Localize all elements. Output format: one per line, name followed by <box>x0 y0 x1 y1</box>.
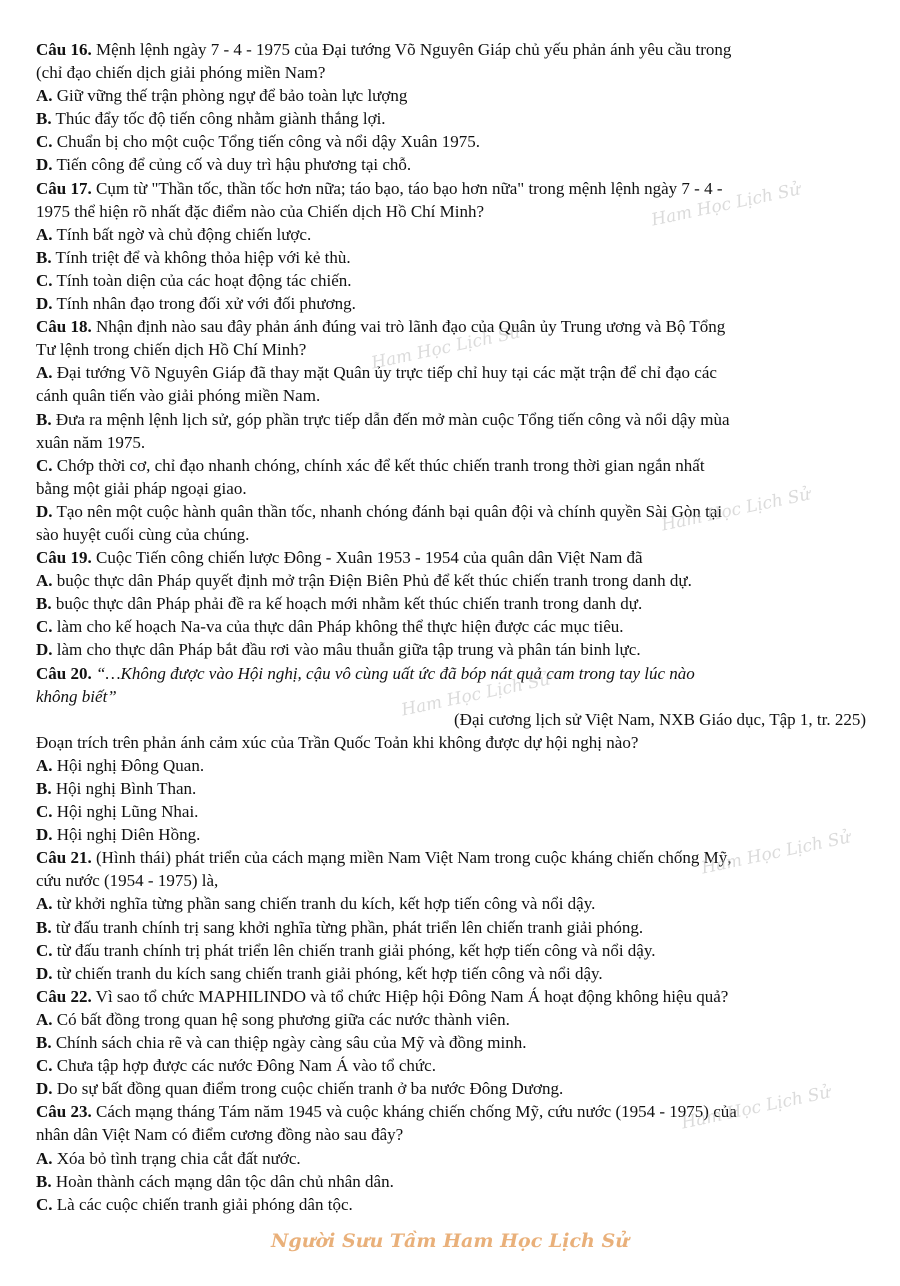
question-line <box>36 846 866 869</box>
question-line <box>36 731 866 754</box>
option-label: D. <box>36 155 53 175</box>
option-text: Có bất đồng trong quan hệ song phương giữa các nước thành viên. <box>52 1009 510 1029</box>
option-label: B. <box>36 409 52 429</box>
option-line <box>36 916 866 939</box>
option-text: từ đấu tranh chính trị phát triển lên chiến tranh giải phóng, kết hợp tiến công và nổi dậy. <box>52 940 656 960</box>
option-line <box>36 384 866 407</box>
option-label: A. <box>36 755 53 775</box>
question-stem: Tư lệnh trong chiến dịch Hồ Chí Minh? <box>36 340 307 360</box>
question-label: Câu 17. <box>36 178 92 198</box>
option-text: sào huyệt cuối cùng của chúng. <box>36 524 250 544</box>
question-block <box>36 662 866 847</box>
option-line <box>36 130 866 153</box>
option-line <box>36 1147 866 1170</box>
question-line <box>36 338 866 361</box>
option-text: buộc thực dân Pháp phải đề ra kế hoạch mới nhằm kết thúc chiến tranh trong danh dự. <box>51 594 643 614</box>
option-line <box>36 962 866 985</box>
question-line <box>36 38 866 61</box>
option-label: A. <box>36 1009 53 1029</box>
option-text: Tính triệt để và không thỏa hiệp với kẻ thù. <box>51 247 351 267</box>
option-label: D. <box>36 294 53 314</box>
option-text: Tính nhân đạo trong đối xử với đối phương. <box>52 294 356 314</box>
option-text: cánh quân tiến vào giải phóng miền Nam. <box>36 386 321 406</box>
question-line <box>36 985 866 1008</box>
option-line <box>36 800 866 823</box>
option-text: Hội nghị Đông Quan. <box>52 755 205 775</box>
option-line <box>36 823 866 846</box>
watermark: Ham Học Lịch Sử <box>699 827 853 879</box>
question-line <box>36 546 866 569</box>
option-line <box>36 1054 866 1077</box>
option-line <box>36 107 866 130</box>
option-label: B. <box>36 1033 52 1053</box>
question-line <box>36 200 866 223</box>
question-stem: 1975 thể hiện rõ nhất đặc điểm nào của Chiến dịch Hồ Chí Minh? <box>36 201 485 221</box>
option-text: buộc thực dân Pháp quyết định mở trận Điện Biên Phủ để kết thúc chiến tranh trong danh dự. <box>52 571 692 591</box>
footer-credit: Người Sưu Tầm Ham Học Lịch Sử <box>270 1230 629 1252</box>
option-label: C. <box>36 802 53 822</box>
option-label: A. <box>36 894 53 914</box>
option-label: B. <box>36 1171 52 1191</box>
option-line <box>36 939 866 962</box>
option-line <box>36 477 866 500</box>
option-label: C. <box>36 1194 53 1214</box>
option-label: B. <box>36 594 52 614</box>
question-line <box>36 315 866 338</box>
question-line <box>36 177 866 200</box>
option-line <box>36 615 866 638</box>
question-line <box>36 685 866 708</box>
option-text: từ chiến tranh du kích sang chiến tranh giải phóng, kết hợp tiến công và nổi dậy. <box>52 963 603 983</box>
question-stem: Cụm từ "Thần tốc, thần tốc hơn nữa; táo bạo, táo bạo hơn nữa" trong mệnh lệnh ngày 7 - 4 - <box>91 178 723 198</box>
option-line <box>36 892 866 915</box>
question-line <box>36 1100 866 1123</box>
option-label: A. <box>36 571 53 591</box>
option-label: C. <box>36 132 53 152</box>
option-label: D. <box>36 825 53 845</box>
question-label: Câu 20. <box>36 663 92 683</box>
question-block <box>36 315 866 546</box>
question-label: Câu 23. <box>36 1102 92 1122</box>
option-text: làm cho thực dân Pháp bắt đầu rơi vào mâu thuẫn giữa tập trung và phân tán binh lực. <box>52 640 641 660</box>
question-stem: nhân dân Việt Nam có điểm cương đồng nào sau đây? <box>36 1125 404 1145</box>
question-block <box>36 985 866 1100</box>
option-line <box>36 1170 866 1193</box>
option-line <box>36 1077 866 1100</box>
question-label: Câu 19. <box>36 548 92 568</box>
option-line <box>36 777 866 800</box>
question-line <box>36 1123 866 1146</box>
watermark: Ham Học Lịch Sử <box>399 669 553 721</box>
option-label: B. <box>36 917 52 937</box>
option-label: A. <box>36 363 53 383</box>
question-line <box>36 662 866 685</box>
option-label: D. <box>36 963 53 983</box>
option-label: C. <box>36 617 53 637</box>
quote-text: “…Không được vào Hội nghị, cậu vô cùng uất ức đã bóp nát quả cam trong tay lúc nào <box>91 663 695 683</box>
option-text: Đưa ra mệnh lệnh lịch sử, góp phần trực tiếp dẫn đến mở màn cuộc Tổng tiến công và nổi dậy mùa <box>51 409 730 429</box>
question-stem: Cách mạng tháng Tám năm 1945 và cuộc kháng chiến chống Mỹ, cứu nước (1954 - 1975) của <box>91 1102 737 1122</box>
option-label: D. <box>36 1079 53 1099</box>
option-line <box>36 523 866 546</box>
question-stem: (Hình thái) phát triển của cách mạng miền Nam Việt Nam trong cuộc kháng chiến chống Mỹ, <box>91 848 732 868</box>
option-text: Giữ vững thế trận phòng ngự để bảo toàn lực lượng <box>52 86 408 106</box>
option-text: Thúc đẩy tốc độ tiến công nhằm giành thắng lợi. <box>51 109 386 129</box>
question-line <box>36 869 866 892</box>
option-label: D. <box>36 501 53 521</box>
option-label: B. <box>36 247 52 267</box>
question-stem: (chỉ đạo chiến dịch giải phóng miền Nam? <box>36 63 326 83</box>
question-stem: Đoạn trích trên phản ánh cảm xúc của Trần Quốc Toản khi không được dự hội nghị nào? <box>36 732 639 752</box>
watermark: Ham Học Lịch Sử <box>649 179 803 231</box>
question-line <box>36 61 866 84</box>
option-label: A. <box>36 224 53 244</box>
option-text: từ đấu tranh chính trị sang khởi nghĩa từng phần, phát triển lên chiến tranh giải phóng. <box>51 917 644 937</box>
option-label: C. <box>36 1056 53 1076</box>
question-label: Câu 22. <box>36 986 92 1006</box>
option-label: B. <box>36 779 52 798</box>
option-line <box>36 1193 866 1216</box>
option-line <box>36 500 866 523</box>
question-block <box>36 177 866 316</box>
option-line <box>36 454 866 477</box>
question-block <box>36 546 866 661</box>
option-text: Tính bất ngờ và chủ động chiến lược. <box>52 224 312 244</box>
option-text: Chưa tập hợp được các nước Đông Nam Á vào tổ chức. <box>52 1056 436 1076</box>
option-text: Hội nghị Bình Than. <box>51 779 197 798</box>
option-line <box>36 408 866 431</box>
option-label: C. <box>36 270 53 290</box>
option-label: A. <box>36 1148 53 1168</box>
option-label: A. <box>36 86 53 106</box>
option-text: Chính sách chia rẽ và can thiệp ngày càng sâu của Mỹ và đồng minh. <box>51 1033 527 1053</box>
option-line <box>36 361 866 384</box>
option-line <box>36 153 866 176</box>
option-text: Do sự bất đồng quan điểm trong cuộc chiến tranh ở ba nước Đông Dương. <box>52 1079 564 1099</box>
question-block <box>36 1100 866 1215</box>
option-text: Là các cuộc chiến tranh giải phóng dân tộc. <box>52 1194 353 1214</box>
option-label: C. <box>36 455 53 475</box>
option-line <box>36 592 866 615</box>
question-stem: Mệnh lệnh ngày 7 - 4 - 1975 của Đại tướng Võ Nguyên Giáp chủ yếu phản ánh yêu cầu trong <box>91 40 732 59</box>
option-text: Xóa bỏ tình trạng chia cắt đất nước. <box>52 1148 301 1168</box>
option-line <box>36 223 866 246</box>
option-label: C. <box>36 940 53 960</box>
option-line <box>36 246 866 269</box>
quote-source: (Đại cương lịch sử Việt Nam, NXB Giáo dục, Tập 1, tr. 225) <box>454 709 866 729</box>
watermark: Ham Học Lịch Sử <box>659 484 813 536</box>
option-label: D. <box>36 640 53 660</box>
option-line <box>36 1008 866 1031</box>
question-label: Câu 21. <box>36 848 92 868</box>
option-line <box>36 569 866 592</box>
option-text: bằng một giải pháp ngoại giao. <box>36 478 247 498</box>
question-stem: Vì sao tổ chức MAPHILINDO và tổ chức Hiệp hội Đông Nam Á hoạt động không hiệu quả? <box>91 986 729 1006</box>
quote-text: không biết” <box>36 686 117 706</box>
option-text: Chớp thời cơ, chỉ đạo nhanh chóng, chính xác để kết thúc chiến tranh trong thời gian ngắn nhất <box>52 455 705 475</box>
option-text: Chuẩn bị cho một cuộc Tổng tiến công và nổi dậy Xuân 1975. <box>52 132 480 152</box>
question-block <box>36 846 866 985</box>
question-stem: Cuộc Tiến công chiến lược Đông - Xuân 1953 - 1954 của quân dân Việt Nam đã <box>91 548 643 568</box>
document-body <box>36 38 866 1216</box>
option-line <box>36 431 866 454</box>
question-label: Câu 18. <box>36 317 92 337</box>
option-line <box>36 638 866 661</box>
option-text: làm cho kế hoạch Na-va của thực dân Pháp không thể thực hiện được các mục tiêu. <box>52 617 624 637</box>
option-text: xuân năm 1975. <box>36 432 146 452</box>
option-label: B. <box>36 109 52 129</box>
option-text: Tính toàn diện của các hoạt động tác chiến. <box>52 270 352 290</box>
option-text: Hội nghị Diên Hồng. <box>52 825 201 845</box>
option-line <box>36 269 866 292</box>
question-stem: cứu nước (1954 - 1975) là, <box>36 871 219 891</box>
option-text: Đại tướng Võ Nguyên Giáp đã thay mặt Quân ủy trực tiếp chỉ huy tại các mặt trận để chỉ đạo các <box>52 363 717 383</box>
option-text: Tạo nên một cuộc hành quân thần tốc, nhanh chóng đánh bại quân đội và chính quyền Sài Gòn tại <box>52 501 723 521</box>
option-text: Hội nghị Lũng Nhai. <box>52 802 199 822</box>
option-line <box>36 754 866 777</box>
option-text: Hoàn thành cách mạng dân tộc dân chủ nhân dân. <box>51 1171 394 1191</box>
option-line <box>36 292 866 315</box>
question-label: Câu 16. <box>36 40 92 59</box>
option-line <box>36 84 866 107</box>
option-text: Tiến công để củng cố và duy trì hậu phương tại chỗ. <box>52 155 412 175</box>
option-line <box>36 1031 866 1054</box>
option-text: từ khởi nghĩa từng phần sang chiến tranh du kích, kết hợp tiến công và nổi dậy. <box>52 894 596 914</box>
watermark: Ham Học Lịch Sử <box>369 322 523 374</box>
question-block <box>36 38 866 177</box>
watermark: Ham Học Lịch Sử <box>679 1082 833 1134</box>
question-stem: Nhận định nào sau đây phản ánh đúng vai trò lãnh đạo của Quân ủy Trung ương và Bộ Tổng <box>91 317 726 337</box>
